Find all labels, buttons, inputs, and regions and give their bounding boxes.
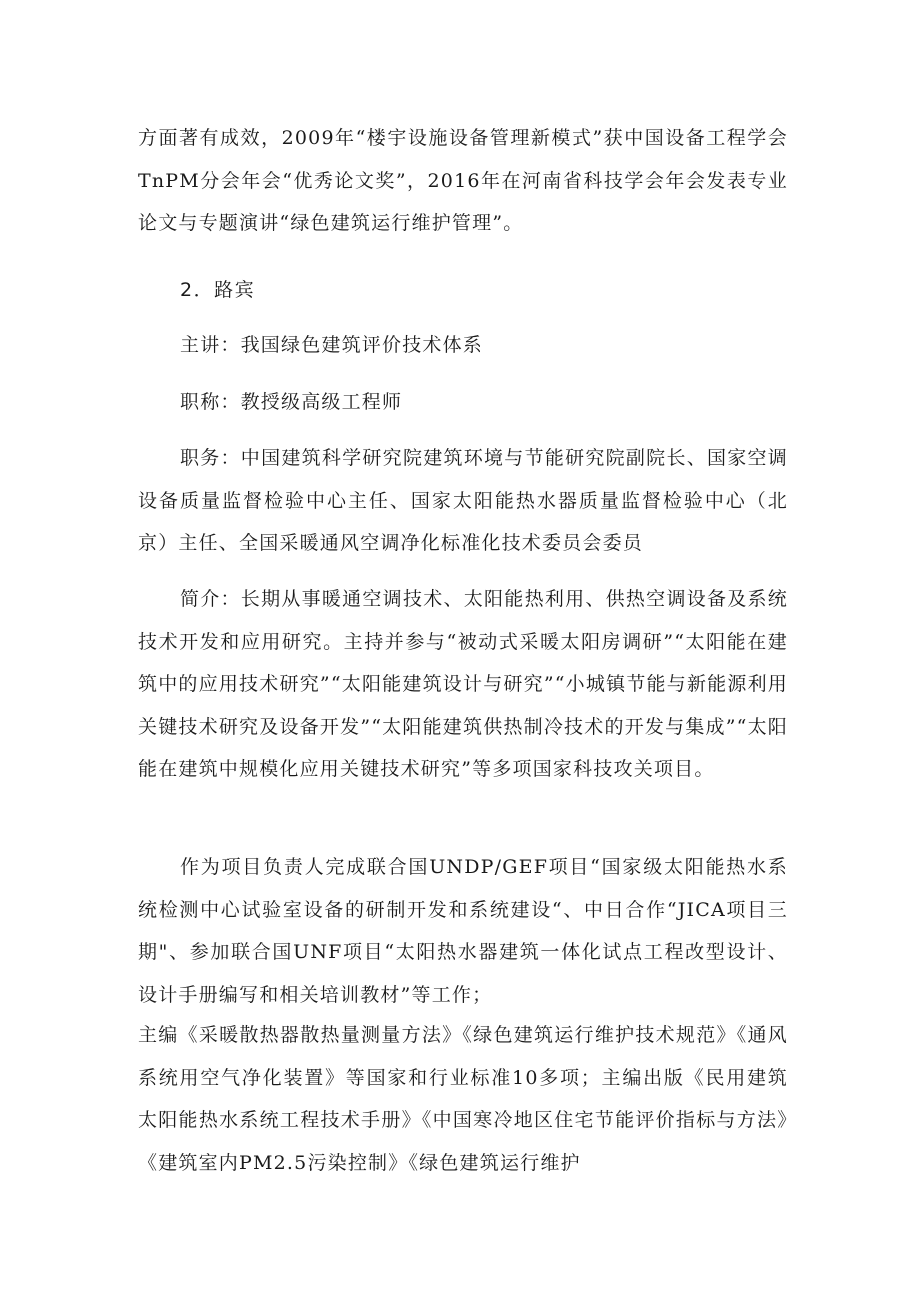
projects-paragraph: 作为项目负责人完成联合国UNDP/GEF项目“国家级太阳能热水系统检测中心试验室设备的研制开发和系统建设“、中日合作“JICA项目三期"、参加联合国UNF项目“太阳热水器建筑一体化试点工程改型设计、设计手册编写和相关培训教材”等工作； <box>138 856 788 1006</box>
lecture-paragraph: 主讲：我国绿色建筑评价技术体系 <box>180 334 484 356</box>
publications-paragraph: 主编《采暖散热器散热量测量方法》《绿色建筑运行维护技术规范》《通风系统用空气净化装置》等国家和行业标准10多项；主编出版《民用建筑太阳能热水系统工程技术手册》《中国寒冷地区住宅节能评价指标与方法》《建筑室内PM2.5污染控制》《绿色建筑运行维护 <box>138 1024 788 1174</box>
intro-paragraph: 方面著有成效，2009年“楼宇设施设备管理新模式”获中国设备工程学会TnPM分会年会“优秀论文奖”，2016年在河南省科技学会年会发表专业论文与专题演讲“绿色建筑运行维护管理”。 <box>138 127 788 234</box>
section-heading: 2．路宾 <box>180 279 256 301</box>
title-paragraph: 职称：教授级高级工程师 <box>180 391 403 413</box>
bio-paragraph: 简介：长期从事暖通空调技术、太阳能热利用、供热空调设备及系统技术开发和应用研究。主持并参与“被动式采暖太阳房调研”“太阳能在建筑中的应用技术研究”“太阳能建筑设计与研究”“小城镇节能与新能源利用关键技术研究及设备开发”“太阳能建筑供热制冷技术的开发与集成”“太阳能在建筑中规模化应用关键技术研究”等多项国家科技攻关项目。 <box>138 588 788 780</box>
position-paragraph: 职务：中国建筑科学研究院建筑环境与节能研究院副院长、国家空调设备质量监督检验中心主任、国家太阳能热水器质量监督检验中心（北京）主任、全国采暖通风空调净化标准化技术委员会委员 <box>138 447 788 554</box>
